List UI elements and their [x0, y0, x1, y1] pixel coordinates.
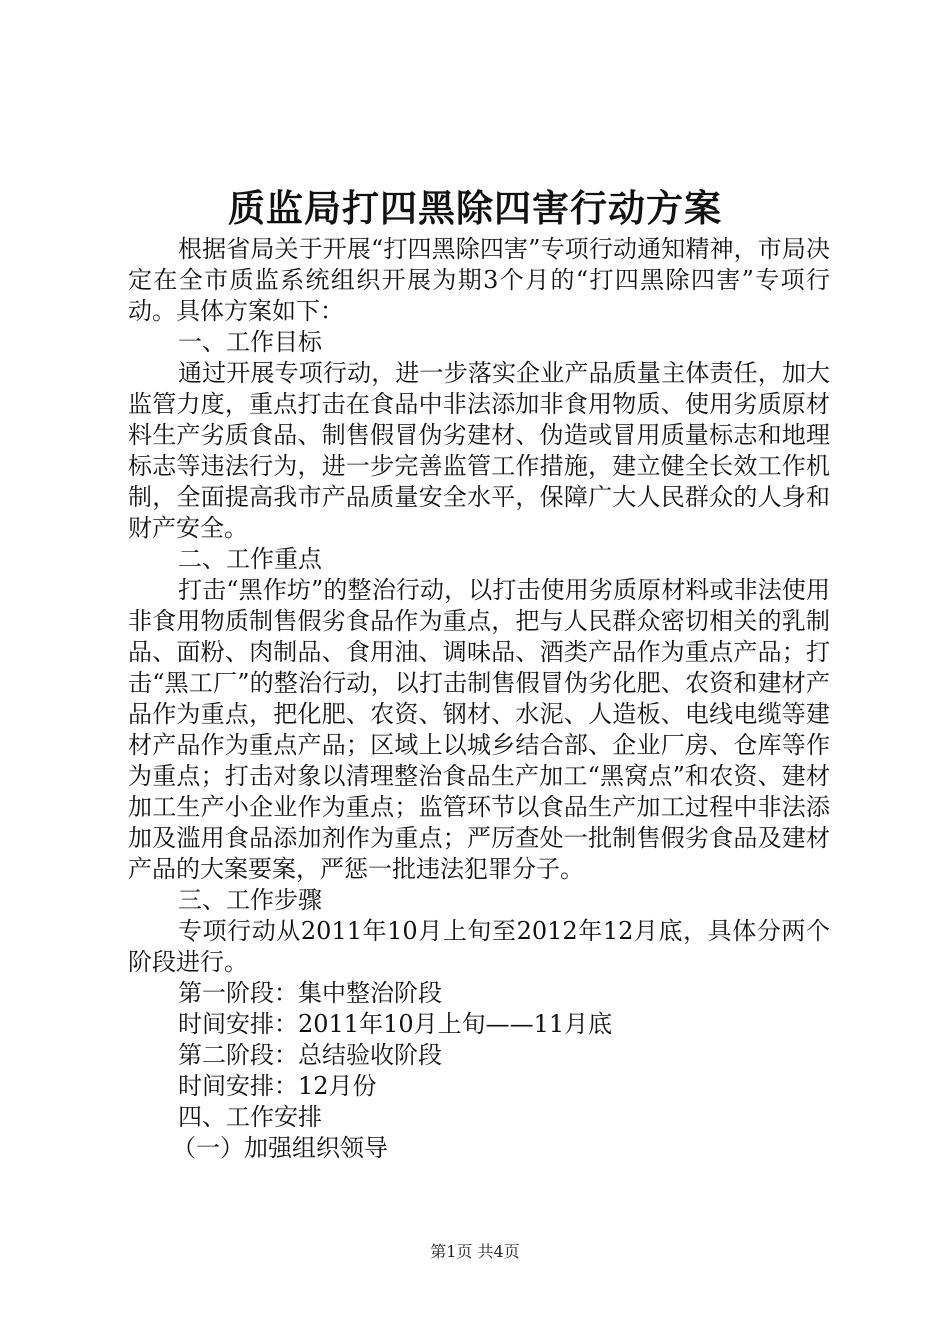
intro-paragraph: 根据省局关于开展“打四黑除四害”专项行动通知精神，市局决定在全市质监系统组织开展为期3个月的“打四黑除四害”专项行动。具体方案如下：	[128, 235, 830, 325]
steps-paragraph: 专项行动从2011年10月上旬至2012年12月底，具体分两个阶段进行。	[128, 917, 830, 976]
phase-one-label: 第一阶段：集中整治阶段	[178, 979, 442, 1007]
page-footer: 第1页 共4页	[430, 1242, 520, 1261]
phase-two-label: 第二阶段：总结验收阶段	[178, 1041, 442, 1069]
phase-two-schedule: 时间安排：12月份	[178, 1072, 377, 1100]
section-heading-arrangements: 四、工作安排	[178, 1103, 322, 1131]
section-heading-steps: 三、工作步骤	[178, 886, 322, 914]
document-title: 质监局打四黑除四害行动方案	[228, 187, 722, 230]
subsection-heading-leadership: （一）加强组织领导	[172, 1134, 388, 1162]
document-body	[128, 234, 830, 1164]
goals-paragraph: 通过开展专项行动，进一步落实企业产品质量主体责任，加大监管力度，重点打击在食品中非法添加非食用物质、使用劣质原材料生产劣质食品、制售假冒伪劣建材、伪造或冒用质量标志和地理标志等违法行为，进一步完善监管工作措施，建立健全长效工作机制，全面提高我市产品质量安全水平，保障广大人民群众的人身和财产安全。	[128, 359, 830, 542]
section-heading-goals: 一、工作目标	[178, 328, 322, 356]
section-heading-focus: 二、工作重点	[178, 545, 322, 573]
focus-paragraph: 打击“黑作坊”的整治行动，以打击使用劣质原材料或非法使用非食用物质制售假劣食品作为重点，把与人民群众密切相关的乳制品、面粉、肉制品、食用油、调味品、酒类产品作为重点产品；打击“黑工厂”的整治行动，以打击制售假冒伪劣化肥、农资和建材产品作为重点，把化肥、农资、钢材、水泥、人造板、电线电缆等建材产品作为重点产品；区域上以城乡结合部、企业厂房、仓库等作为重点；打击对象以清理整治食品生产加工“黑窝点”和农资、建材加工生产小企业作为重点；监管环节以食品生产加工过程中非法添加及滥用食品添加剂作为重点；严厉查处一批制售假劣食品及建材产品的大案要案，严惩一批违法犯罪分子。	[128, 576, 830, 883]
phase-one-schedule: 时间安排：2011年10月上旬——11月底	[178, 1010, 613, 1038]
